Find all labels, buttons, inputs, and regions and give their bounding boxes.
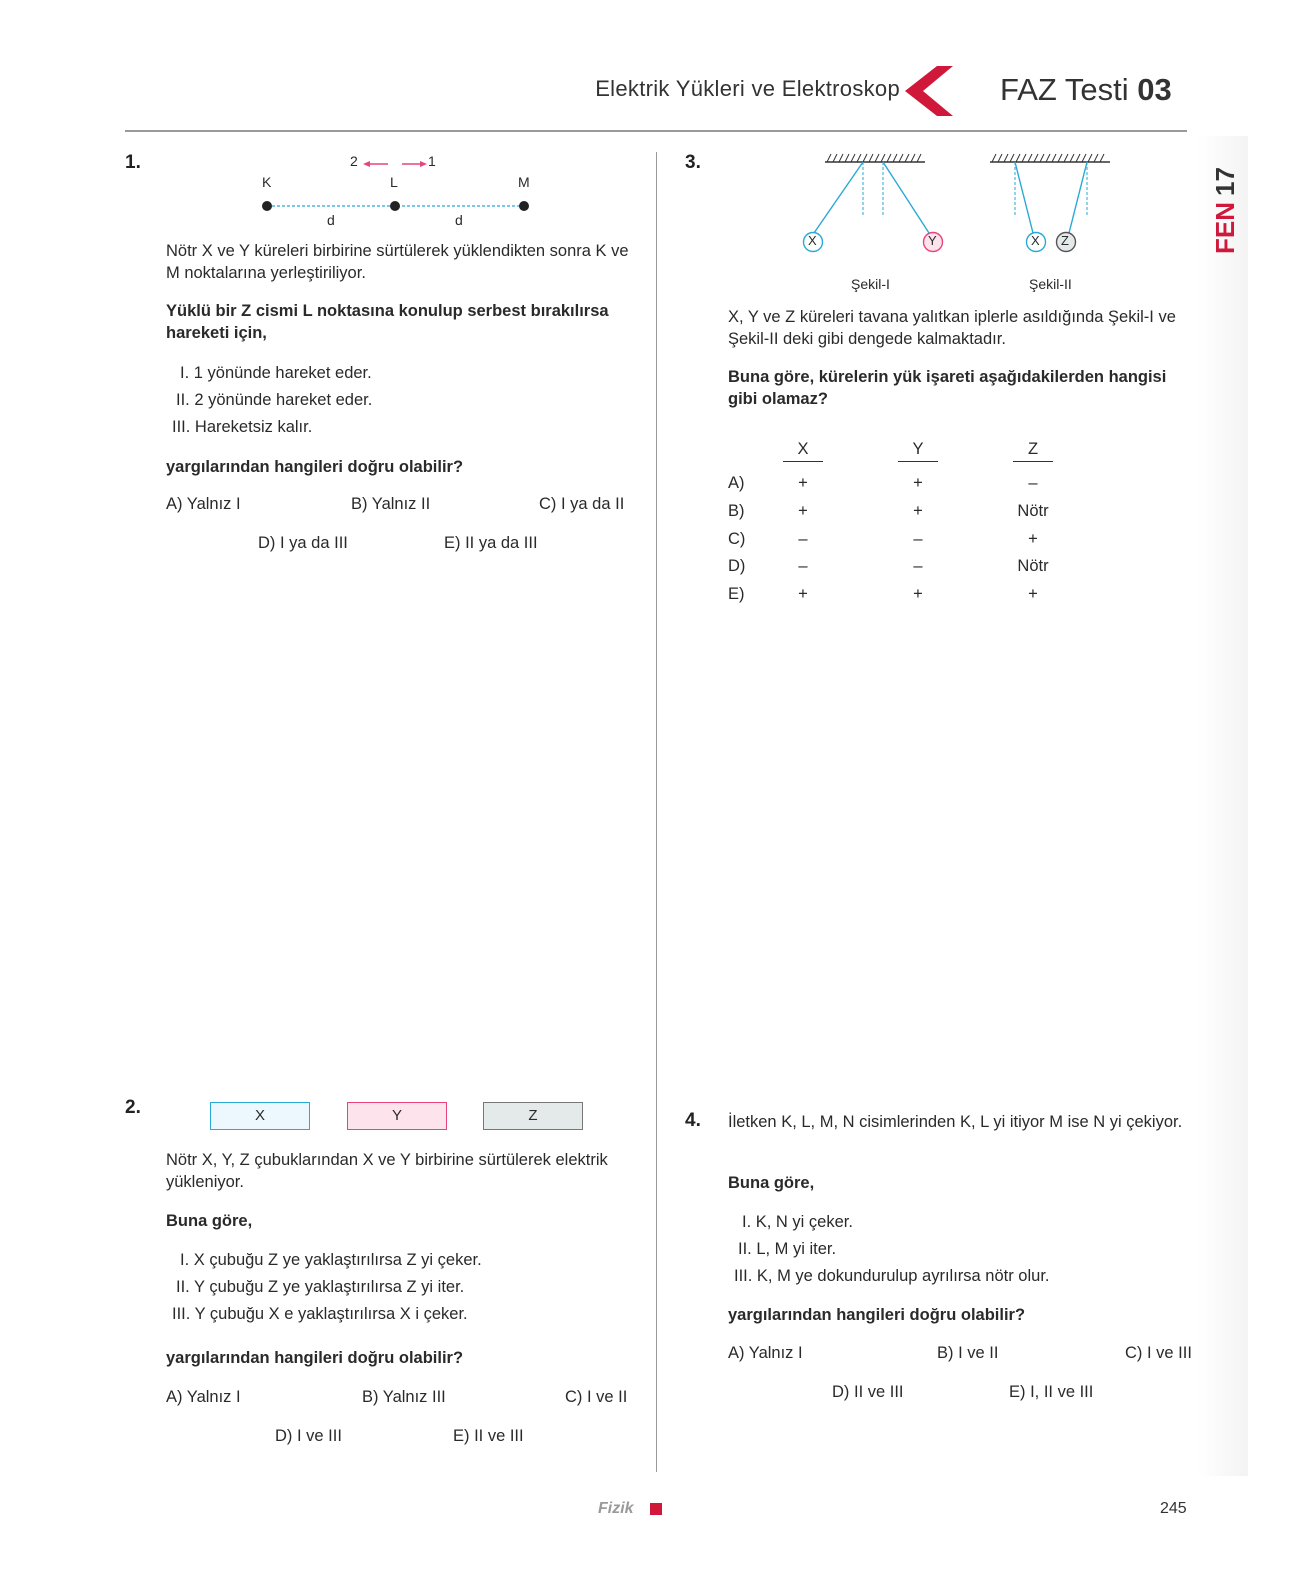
q1-option-c[interactable]: C) I ya da II (539, 495, 625, 513)
question-3-number: 3. (685, 152, 701, 173)
q2-option-e[interactable]: E) II ve III (453, 1427, 524, 1445)
question-1-number: 1. (125, 152, 141, 173)
direction-2-label: 2 (350, 153, 358, 169)
test-label: FAZ Testi (1000, 72, 1129, 107)
distance-d-label: d (327, 212, 335, 228)
q3-answer-table (728, 440, 1128, 615)
q3-question: Buna göre, kürelerin yük işareti aşağıdakilerden hangisi gibi olamaz? (728, 368, 1167, 408)
chapter-title: Elektrik Yükleri ve Elektroskop (595, 76, 900, 101)
q1-diagram (255, 150, 545, 230)
ball-z-label: Z (1061, 233, 1069, 248)
direction-1-label: 1 (428, 153, 436, 169)
q4-ask: yargılarından hangileri doğru olabilir? (728, 1306, 1026, 1324)
q3-option-a[interactable]: A) (728, 474, 745, 492)
test-title (1000, 72, 1172, 108)
point-m-label: M (518, 174, 530, 190)
table-cell: + (1028, 585, 1038, 603)
header-divider (125, 130, 1187, 132)
table-cell: + (798, 585, 808, 603)
q2-item: III. Y çubuğu X e yaklaştırılırsa X i çeker. (172, 1305, 468, 1323)
table-cell: + (798, 502, 808, 520)
table-cell: + (913, 585, 923, 603)
q3-option-e[interactable]: E) (728, 585, 745, 603)
point-k-dot (262, 201, 272, 211)
table-cell: – (913, 557, 923, 575)
table-cell: + (913, 502, 923, 520)
page-number: 245 (1160, 1500, 1187, 1517)
q1-item: II. 2 yönünde hareket eder. (176, 391, 373, 409)
q3-figures (795, 150, 1125, 300)
figure-1-caption: Şekil-I (851, 276, 890, 292)
distance-d-label: d (455, 212, 463, 228)
table-cell: + (1028, 530, 1038, 548)
table-cell: – (1028, 474, 1038, 492)
side-strip (1198, 136, 1248, 1476)
chevron-left-icon (905, 66, 953, 116)
test-number: 03 (1137, 72, 1172, 107)
q1-option-b[interactable]: B) Yalnız II (351, 495, 431, 513)
q4-option-b[interactable]: B) I ve II (937, 1344, 999, 1362)
q3-option-c[interactable]: C) (728, 530, 746, 548)
q3-pendulum-drawing (795, 150, 1125, 260)
q2-ask: yargılarından hangileri doğru olabilir? (166, 1349, 464, 1367)
table-cell: – (798, 530, 808, 548)
column-header-x: X (783, 440, 823, 462)
rod-x: X (210, 1102, 310, 1130)
fen-17-side-label (1200, 150, 1248, 260)
column-divider (656, 152, 657, 1472)
q1-option-e[interactable]: E) II ya da III (444, 534, 538, 552)
ball-x-label: X (808, 233, 817, 248)
point-k-label: K (262, 174, 272, 190)
q2-option-b[interactable]: B) Yalnız III (362, 1388, 446, 1406)
q4-option-c[interactable]: C) I ve III (1125, 1344, 1192, 1362)
table-cell: Nötr (1017, 557, 1049, 575)
q2-text: Nötr X, Y, Z çubuklarından X ve Y birbirine sürtülerek elektrik yükleniyor. (166, 1151, 608, 1191)
q4-item: I. K, N yi çeker. (742, 1213, 853, 1231)
column-header-z: Z (1013, 440, 1053, 462)
q2-item: II. Y çubuğu Z ye yaklaştırılırsa Z yi iter. (176, 1278, 465, 1296)
side-number: 17 (1210, 167, 1240, 196)
q4-item: II. L, M yi iter. (738, 1240, 837, 1258)
q3-option-d[interactable]: D) (728, 557, 746, 575)
point-l-label: L (390, 174, 398, 190)
column-header-y: Y (898, 440, 938, 462)
table-cell: – (913, 530, 923, 548)
q2-option-a[interactable]: A) Yalnız I (166, 1388, 241, 1406)
q2-option-d[interactable]: D) I ve III (275, 1427, 342, 1445)
footer-subject: Fizik (598, 1500, 634, 1517)
q4-item: III. K, M ye dokundurulup ayrılırsa nötr olur. (734, 1267, 1050, 1285)
q1-question: Yüklü bir Z cismi L noktasına konulup serbest bırakılırsa hareketi için, (166, 302, 609, 342)
q2-question: Buna göre, (166, 1212, 253, 1230)
q1-ask: yargılarından hangileri doğru olabilir? (166, 458, 464, 476)
q1-diagram-lines (255, 150, 545, 230)
question-4-number: 4. (685, 1110, 701, 1131)
table-cell: + (798, 474, 808, 492)
ball-x-label: X (1031, 233, 1040, 248)
q1-item: I. 1 yönünde hareket eder. (180, 364, 372, 382)
table-cell: – (798, 557, 808, 575)
q1-item: III. Hareketsiz kalır. (172, 418, 313, 436)
q4-question: Buna göre, (728, 1174, 815, 1192)
rod-y: Y (347, 1102, 447, 1130)
q1-option-d[interactable]: D) I ya da III (258, 534, 348, 552)
rod-z: Z (483, 1102, 583, 1130)
question-2-number: 2. (125, 1097, 141, 1118)
q1-option-a[interactable]: A) Yalnız I (166, 495, 241, 513)
q4-option-d[interactable]: D) II ve III (832, 1383, 904, 1401)
q3-text: X, Y ve Z küreleri tavana yalıtkan iplerle asıldığında Şekil-I ve Şekil-II deki gibi dengede kalmaktadır. (728, 308, 1176, 348)
q4-option-e[interactable]: E) I, II ve III (1009, 1383, 1094, 1401)
q4-option-a[interactable]: A) Yalnız I (728, 1344, 803, 1362)
point-m-dot (519, 201, 529, 211)
q1-text: Nötr X ve Y küreleri birbirine sürtülerek yüklendikten sonra K ve M noktalarına yerleştiriliyor. (166, 242, 629, 282)
q2-item: I. X çubuğu Z ye yaklaştırılırsa Z yi çeker. (180, 1251, 482, 1269)
q3-option-b[interactable]: B) (728, 502, 745, 520)
q4-text: İletken K, L, M, N cisimlerinden K, L yi itiyor M ise N yi çekiyor. (728, 1113, 1183, 1131)
q2-option-c[interactable]: C) I ve II (565, 1388, 628, 1406)
figure-2-caption: Şekil-II (1029, 276, 1072, 292)
footer-square-icon (650, 1503, 662, 1515)
table-cell: + (913, 474, 923, 492)
point-l-dot (390, 201, 400, 211)
ball-y-label: Y (928, 233, 937, 248)
side-brand: FEN (1210, 202, 1240, 254)
table-cell: Nötr (1017, 502, 1049, 520)
